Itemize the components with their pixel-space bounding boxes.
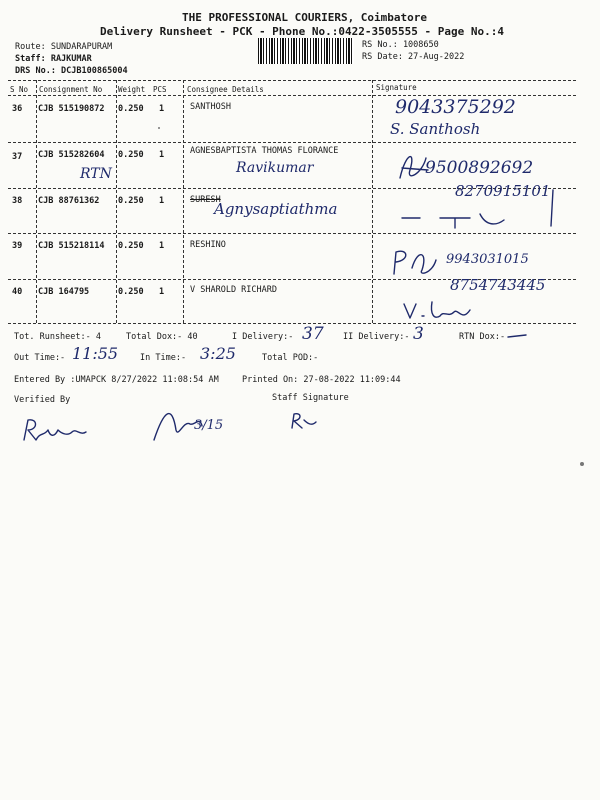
rtn-dox-dash (506, 332, 528, 340)
handwritten-signature: Ravikumar (236, 160, 314, 176)
row-sno: 37 (12, 152, 23, 162)
col-divider (372, 80, 373, 323)
rs-date: RS Date: 27-Aug-2022 (362, 52, 465, 62)
row-sno: 36 (12, 104, 23, 114)
signature-scribble (400, 298, 480, 324)
runsheet-subtitle: Delivery Runsheet - PCK - Phone No.:0422-3505555 - Page No.:4 (100, 25, 504, 38)
route-label: Route: SUNDARAPURAM (15, 42, 113, 52)
handwritten-phone: 9943031015 (446, 252, 529, 267)
row-consignment: CJB 515282604 (38, 150, 105, 160)
i-delivery-label: I Delivery:- (232, 332, 294, 342)
col-divider (116, 80, 117, 323)
row-consignee: V SHAROLD RICHARD (190, 285, 277, 295)
total-pod-label: Total POD:- (262, 353, 319, 363)
total-dox: Total Dox:- 40 (126, 332, 198, 342)
table-bottom-border (8, 323, 576, 324)
row-weight: 0.250 (118, 150, 144, 160)
signature-bracket (545, 188, 561, 228)
col-header-signature: Signature (376, 83, 417, 92)
total-runsheet: Tot. Runsheet:- 4 (14, 332, 101, 342)
out-time-label: Out Time:- (14, 353, 66, 363)
row-weight: 0.250 (118, 287, 144, 297)
row-pcs: 1 (159, 241, 165, 251)
drs-number: DRS No.: DCJB100865004 (15, 66, 128, 76)
handwritten-phone: 8270915101 (455, 182, 551, 200)
col-header-sno: S No (10, 85, 29, 94)
rs-number: RS No.: 1008650 (362, 40, 439, 50)
rtn-dox-label: RTN Dox:- (459, 332, 506, 342)
row-pcs: 1 (159, 287, 165, 297)
col-header-consignee: Consignee Details (187, 85, 264, 94)
staff-signature-label: Staff Signature (272, 393, 349, 403)
row-pcs: 1 (159, 196, 165, 206)
row-pcs: 1 (159, 104, 165, 114)
row-pcs: 1 (159, 150, 165, 160)
handwritten-phone: 8754743445 (450, 276, 546, 294)
in-time-label: In Time:- (140, 353, 187, 363)
row-consignee: SURESH (190, 195, 221, 205)
signature-scribble (396, 148, 432, 184)
row-weight: 0.250 (118, 104, 144, 114)
row-consignee: SANTHOSH (190, 102, 231, 112)
row-consignment: CJB 515218114 (38, 241, 105, 251)
verified-by-label: Verified By (14, 395, 71, 405)
col-divider (36, 80, 37, 323)
verified-signature (20, 414, 90, 444)
signature-scribble (388, 246, 440, 278)
out-time-value: 11:55 (72, 344, 119, 363)
row-consignment: CJB 515190872 (38, 104, 105, 114)
barcode (258, 38, 354, 64)
printed-on: Printed On: 27-08-2022 11:09:44 (242, 375, 401, 385)
signature-time: 3/15 (194, 418, 224, 433)
row-consignment: CJB 164795 (38, 287, 90, 297)
row-consignee: RESHINO (190, 240, 226, 250)
paper-speck (580, 462, 584, 466)
i-delivery-value: 37 (302, 324, 324, 344)
handwritten-phone: 9043375292 (395, 96, 516, 118)
handwritten-phone: 9500892692 (425, 158, 534, 178)
row-sno: 40 (12, 287, 23, 297)
table-top-border (8, 80, 576, 81)
col-header-consignment: Consignment No (39, 85, 103, 94)
row-weight: 0.250 (118, 196, 144, 206)
in-time-value: 3:25 (200, 344, 236, 363)
company-title: THE PROFESSIONAL COURIERS, Coimbatore (182, 11, 428, 24)
row-consignee: AGNESBAPTISTA THOMAS FLORANCE (190, 146, 339, 156)
row-consignment: CJB 88761362 (38, 196, 100, 206)
handwritten-signature: S. Santhosh (390, 120, 481, 138)
staff-label: Staff: RAJKUMAR (15, 54, 92, 64)
ii-delivery-value: 3 (413, 324, 424, 344)
row-sno: 38 (12, 196, 23, 206)
signature-scribble (400, 206, 510, 230)
row-sno: 39 (12, 241, 23, 251)
col-header-weight: Weight (118, 85, 146, 94)
paper-speck (158, 127, 160, 129)
handwritten-signature: Agnysaptiathma (214, 200, 338, 218)
row-divider (8, 142, 576, 143)
col-divider (183, 80, 184, 323)
col-header-pcs: PCS (153, 85, 167, 94)
row-weight: 0.250 (118, 241, 144, 251)
ii-delivery-label: II Delivery:- (343, 332, 410, 342)
entered-by: Entered By :UMAPCK 8/27/2022 11:08:54 AM (14, 375, 219, 385)
staff-initials (288, 410, 318, 432)
handwritten-rtn-note: RTN (80, 166, 112, 182)
row-divider (8, 233, 576, 234)
